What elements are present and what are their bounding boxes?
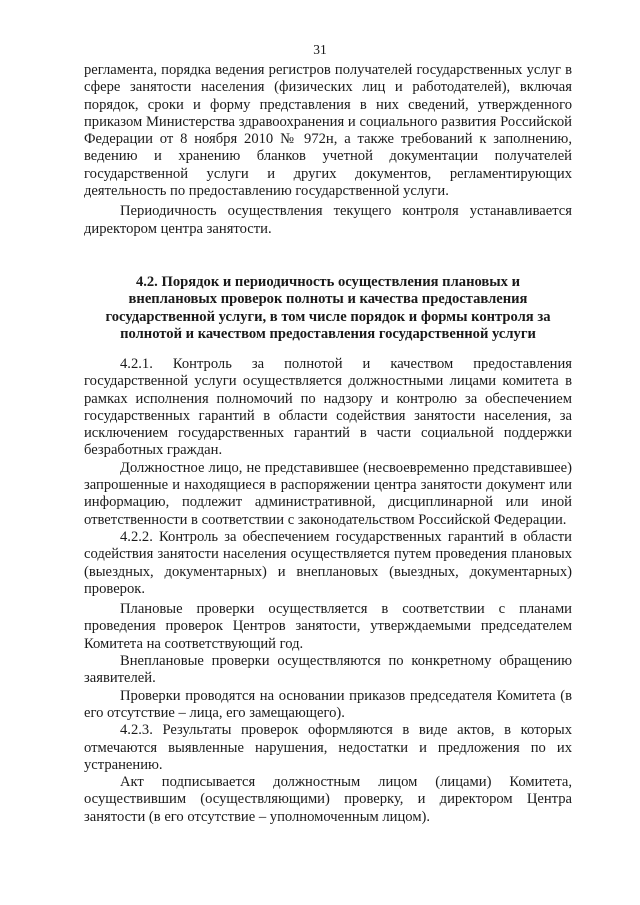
periodicity-paragraph: Периодичность осуществления текущего контроля устанавливается директором центра занятости. [84,203,572,237]
paragraph-act: Акт подписывается должностным лицом (лицами) Комитета, осуществившим (осуществляющими) проверку, и директором Центра занятости (в его отсутствие – уполномоченным лицом). [84,774,572,825]
paragraph-orders: Проверки проводятся на основании приказов председателя Комитета (в его отсутствие – лица, его замещающего). [84,687,572,721]
paragraph-4-2-3: 4.2.3. Результаты проверок оформляются в виде актов, в которых отмечаются выявленные нарушения, недостатки и предложения по их устранению. [84,722,572,773]
section-heading: 4.2. Порядок и периодичность осуществления плановых и внеплановых проверок полноты и качества предоставления государственной услуги, в том числе порядок и формы контроля за полнотой и качеством предоставления государственной услуги [105,274,551,342]
continuation-paragraph: регламента, порядка ведения регистров получателей государственных услуг в сфере занятости населения (физических лиц и работодателей), включая порядок, сроки и форму представления в них сведений, утвержденного приказом Министерства здравоохранения и социального развития Российской Федерации от 8 ноября 2010 № 972н, а также требований к заполнению, ведению и хранению бланков учетной документации получателей государственной услуги и других документов, регламентирующих деятельность по предоставлению государственной услуги. [84,62,572,200]
continuation-block [84,62,572,238]
paragraph-responsibility: Должностное лицо, не представившее (несвоевременно представившее) запрошенные и находящиеся в распоряжении центра занятости документ или информацию, подлежит административной, дисциплинарной или иной ответственности в соответствии с законодательством Российской Федерации. [84,459,572,528]
paragraph-planned: Плановые проверки осуществляется в соответствии с планами проведения проверок Центров занятости, утверждаемыми председателем Комитета на соответствующий год. [84,601,572,652]
paragraph-4-2-2: 4.2.2. Контроль за обеспечением государственных гарантий в области содействия занятости населения осуществляется путем проведения плановых (выездных, документарных) и внеплановых (выездных, документарных) проверок. [84,528,572,597]
page-number: 31 [313,42,327,57]
paragraph-unplanned: Внеплановые проверки осуществляются по конкретному обращению заявителей. [84,653,572,687]
section-body [84,356,572,826]
section-heading-block [102,274,554,343]
paragraph-4-2-1: 4.2.1. Контроль за полнотой и качеством предоставления государственной услуги осуществляется должностными лицами комитета в рамках исполнения полномочий по надзору и контролю за обеспечением государственных гарантий в области содействия занятости населения, за исключением государственных гарантий в части социальной поддержки безработных граждан. [84,356,572,459]
